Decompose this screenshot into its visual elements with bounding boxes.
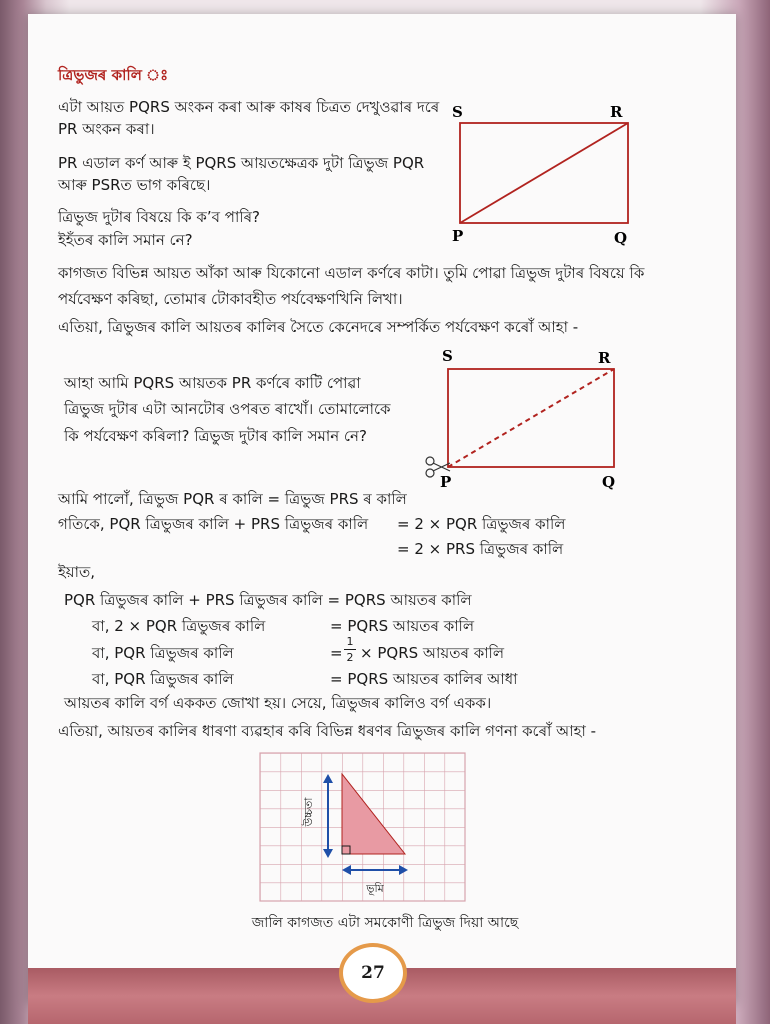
para-line: ত্ৰিভুজ দুটাৰ এটা আনটোৰ ওপৰত ৰাখোঁ। তোমালোকে xyxy=(64,400,391,418)
intro-line: ত্ৰিভুজ দুটাৰ বিষয়ে কি ক’ব পাৰি? xyxy=(58,208,260,226)
body-line: এতিয়া, আয়তৰ কালিৰ ধাৰণা ব্যৱহাৰ কৰি বিভিন্ন ধৰণৰ ত্ৰিভুজৰ কালি গণনা কৰোঁ আহা - xyxy=(58,722,597,740)
para-line: আহা আমি PQRS আয়তক PR কৰ্ণৰে কাটি পোৱা xyxy=(64,374,361,392)
fraction-numerator: 1 xyxy=(346,635,354,648)
equation-line: = PQRS আয়তৰ কালি xyxy=(330,617,475,635)
equation-line: = 2 × PRS ত্ৰিভুজৰ কালি xyxy=(397,540,564,558)
vertex-label-s: S xyxy=(452,103,463,121)
diagonal-pr xyxy=(460,123,628,223)
vertex-label-q: Q xyxy=(614,229,628,247)
dashed-diagonal-pr xyxy=(448,369,614,467)
equation-line: × PQRS আয়তৰ কালি xyxy=(360,644,505,662)
page-number: 27 xyxy=(361,963,385,983)
fraction-bar xyxy=(344,649,356,650)
vertex-label-p: P xyxy=(440,473,452,491)
equation-line: বা, PQR ত্ৰিভুজৰ কালি xyxy=(92,670,234,688)
vertex-label-r: R xyxy=(598,349,611,367)
vertex-label-r: R xyxy=(610,103,623,121)
vertex-label-s: S xyxy=(442,347,453,365)
equation-line: = PQRS আয়তৰ কালিৰ আধা xyxy=(330,670,518,688)
height-label: উচ্চতা xyxy=(302,797,315,827)
equation-line: PQR ত্ৰিভুজৰ কালি + PRS ত্ৰিভুজৰ কালি = PQRS আয়তৰ কালি xyxy=(64,591,472,609)
equation-line: = 2 × PQR ত্ৰিভুজৰ কালি xyxy=(397,515,566,533)
fraction-denominator: 2 xyxy=(346,651,354,664)
vertex-label-p: P xyxy=(452,227,464,245)
rectangle-diagonal-figure xyxy=(440,95,640,255)
vertex-label-q: Q xyxy=(602,473,616,491)
intro-line: আৰু PSRত ভাগ কৰিছে। xyxy=(58,176,211,194)
equation-line: বা, 2 × PQR ত্ৰিভুজৰ কালি xyxy=(92,617,266,635)
intro-line: PR অংকন কৰা। xyxy=(58,120,155,138)
equation-line: বা, PQR ত্ৰিভুজৰ কালি xyxy=(92,644,234,662)
figure-caption: জালি কাগজত এটা সমকোণী ত্ৰিভুজ দিয়া আছে xyxy=(251,915,519,931)
intro-line: এটা আয়ত PQRS অংকন কৰা আৰু কাষৰ চিত্ৰত দেখুওৱাৰ দৰে xyxy=(58,98,440,116)
section-heading: ত্ৰিভুজৰ কালি ঃ xyxy=(58,66,169,84)
cut-rectangle-figure xyxy=(420,345,640,495)
equation-line: গতিকে, PQR ত্ৰিভুজৰ কালি + PRS ত্ৰিভুজৰ কালি xyxy=(58,515,369,533)
equation-line: ইয়াত, xyxy=(58,563,96,581)
intro-line: PR এডাল কৰ্ণ আৰু ই PQRS আয়তক্ষেত্ৰক দুটা ত্ৰিভুজ PQR xyxy=(58,154,425,172)
intro-line: ইহঁতৰ কালি সমান নে? xyxy=(58,231,193,249)
page-number-badge xyxy=(339,943,407,1003)
para-line: পৰ্যবেক্ষণ কৰিছা, তোমাৰ টোকাবহীত পৰ্যবেক্ষণখিনি লিখা। xyxy=(58,290,403,308)
equation-line: আমি পালোঁ, ত্ৰিভুজ PQR ৰ কালি = ত্ৰিভুজ PRS ৰ কালি xyxy=(58,490,407,508)
equals-sign: = xyxy=(330,644,343,662)
para-line: কি পৰ্যবেক্ষণ কৰিলা? ত্ৰিভুজ দুটাৰ কালি সমান নে? xyxy=(64,427,367,445)
grid-paper-figure xyxy=(252,748,474,910)
para-line: এতিয়া, ত্ৰিভুজৰ কালি আয়তৰ কালিৰ সৈতে কেনেদৰে সম্পৰ্কিত পৰ্যবেক্ষণ কৰোঁ আহা - xyxy=(58,318,579,336)
para-line: কাগজত বিভিন্ন আয়ত আঁকা আৰু যিকোনো এডাল কৰ্ণৰে কাটা। তুমি পোৱা ত্ৰিভুজ দুটাৰ বিষয়ে কি xyxy=(58,264,645,282)
base-label: ভূমি xyxy=(366,882,384,895)
body-line: আয়তৰ কালি বৰ্গ এককত জোখা হয়। সেয়ে, ত্ৰিভুজৰ কালিও বৰ্গ একক। xyxy=(64,694,492,712)
